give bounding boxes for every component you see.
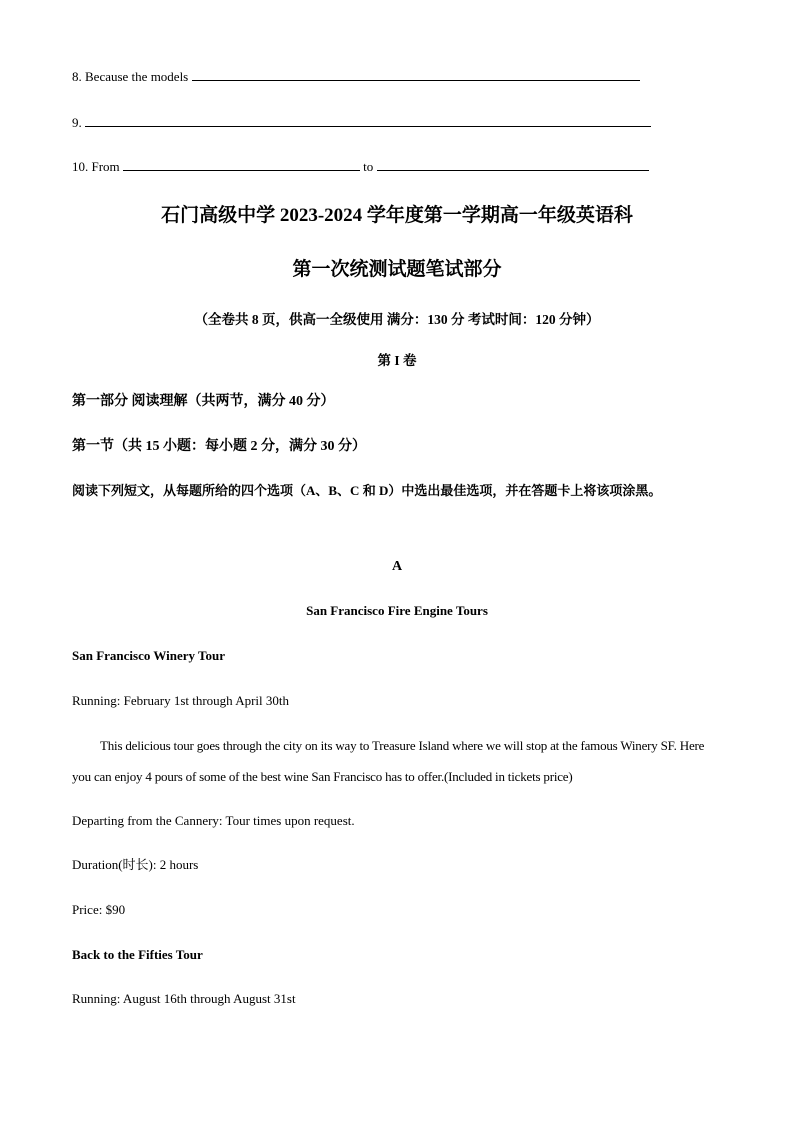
question-9-blank[interactable] (85, 114, 651, 127)
section1-heading: 第一节（共 15 小题：每小题 2 分，满分 30 分） (72, 439, 366, 454)
tour1-description: This delicious tour goes through the city on its way to Treasure Island where we will stop at the famous Winery SF. Here you can enjoy 4 pours of some of the best wine San Francisco has to offer.(Included in tickets price) (72, 738, 705, 784)
question-8 (72, 68, 640, 85)
tour1-duration: Duration(时长): 2 hours (72, 857, 199, 872)
question-10-label: 10. From (72, 159, 120, 174)
tour1-price: Price: $90 (72, 902, 126, 917)
tour2-running: Running: August 16th through August 31st (72, 991, 296, 1006)
tour1-name: San Francisco Winery Tour (72, 648, 226, 663)
exam-title-line2: 第一次统测试题笔试部分 (292, 259, 502, 280)
question-10-blank-to[interactable] (377, 158, 649, 171)
question-9 (72, 114, 651, 131)
question-9-label: 9. (72, 115, 82, 130)
tour2-name: Back to the Fifties Tour (72, 947, 203, 962)
question-10-blank-from[interactable] (123, 158, 360, 171)
tour1-running: Running: February 1st through April 30th (72, 693, 290, 708)
tour1-departing: Departing from the Cannery: Tour times upon request. (72, 813, 355, 828)
instructions: 阅读下列短文，从每题所给的四个选项（A、B、C 和 D）中选出最佳选项，并在答题卡上将该项涂黑。 (72, 483, 662, 498)
question-8-blank[interactable] (192, 68, 640, 81)
part1-heading: 第一部分 阅读理解（共两节，满分 40 分） (72, 394, 335, 409)
question-10 (72, 158, 649, 175)
passage-letter: A (391, 559, 403, 574)
passage-title: San Francisco Fire Engine Tours (306, 603, 488, 618)
volume-label: 第 I 卷 (377, 353, 417, 368)
question-10-mid-label: to (363, 159, 374, 174)
question-8-label: 8. Because the models (72, 69, 189, 84)
exam-info: （全卷共 8 页，供高一全级使用 满分：130 分 考试时间：120 分钟） (194, 312, 600, 327)
exam-title-line1: 石门高级中学 2023-2024 学年度第一学期高一年级英语科 (161, 205, 633, 226)
